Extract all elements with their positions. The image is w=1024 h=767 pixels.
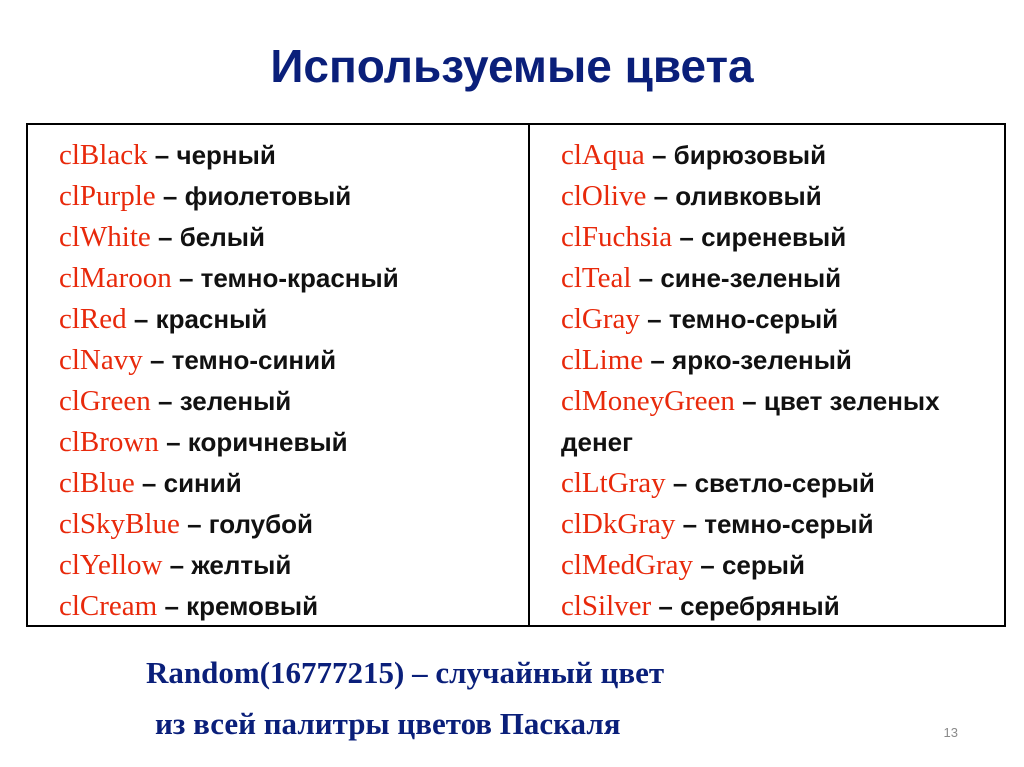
color-entry (561, 463, 1004, 504)
color-name: clWhite (59, 221, 151, 253)
color-description: – ярко-зеленый (643, 345, 852, 375)
color-description: – черный (147, 140, 276, 170)
color-description: – голубой (179, 509, 314, 539)
color-entry (561, 340, 1004, 381)
color-entry (59, 258, 528, 299)
color-entry (59, 422, 528, 463)
color-description: – зеленый (150, 386, 292, 416)
color-name: clRed (59, 303, 127, 335)
color-name: clCream (59, 590, 158, 622)
color-name: clBrown (59, 426, 159, 458)
color-entry (59, 463, 528, 504)
color-name: clGreen (59, 385, 151, 417)
color-description: – темно-серый (675, 509, 874, 539)
color-name: clOlive (561, 180, 647, 212)
color-description: – коричневый (158, 427, 348, 457)
colors-table (26, 123, 1006, 627)
color-entry (561, 381, 941, 463)
color-name: clLtGray (561, 467, 666, 499)
color-name: clSkyBlue (59, 508, 180, 540)
color-entry (59, 504, 528, 545)
color-description: – красный (126, 304, 268, 334)
color-description: – темно-красный (171, 263, 399, 293)
color-entry (561, 504, 1004, 545)
color-name: clSilver (561, 590, 652, 622)
left-column (28, 125, 530, 625)
color-description: – серый (693, 550, 805, 580)
color-description: – оливковый (646, 181, 822, 211)
color-entry (561, 258, 1004, 299)
color-name: clGray (561, 303, 640, 335)
color-name: clBlue (59, 467, 135, 499)
color-description: – темно-серый (639, 304, 839, 334)
color-entry (561, 299, 1004, 340)
color-name: clYellow (59, 549, 163, 581)
color-description: – светло-серый (665, 468, 875, 498)
color-description: – синий (134, 468, 242, 498)
color-name: clTeal (561, 262, 632, 294)
color-name: clDkGray (561, 508, 676, 540)
color-description: – сине-зеленый (631, 263, 842, 293)
color-name: clPurple (59, 180, 156, 212)
color-entry (59, 586, 528, 627)
color-entry (59, 340, 528, 381)
color-description: – серебряный (651, 591, 840, 621)
color-description: – желтый (162, 550, 292, 580)
slide-title: Используемые цвета (270, 40, 754, 92)
color-description: – цвет зеленых денег (561, 386, 940, 457)
color-description: – фиолетовый (155, 181, 352, 211)
color-entry (59, 299, 528, 340)
color-description: – бирюзовый (644, 140, 827, 170)
color-entry (561, 217, 1004, 258)
color-entry (561, 176, 1004, 217)
color-name: clAqua (561, 139, 645, 171)
page-number: 13 (943, 725, 958, 740)
color-entry (561, 135, 1004, 176)
color-entry (59, 176, 528, 217)
color-description: – белый (150, 222, 265, 252)
color-entry (561, 545, 1004, 586)
color-entry (59, 217, 528, 258)
color-entry (59, 545, 528, 586)
color-entry (561, 586, 1004, 627)
color-name: clMedGray (561, 549, 694, 581)
color-name: clMaroon (59, 262, 172, 294)
color-entry (59, 135, 528, 176)
footer-line-1: Random(16777215) – случайный цвет (146, 655, 665, 690)
color-name: clLime (561, 344, 644, 376)
color-description: – сиреневый (672, 222, 847, 252)
color-entry (59, 381, 528, 422)
footer-line-2: из всей палитры цветов Паскаля (155, 706, 621, 741)
color-description: – кремовый (157, 591, 319, 621)
color-name: clMoneyGreen (561, 385, 735, 417)
color-name: clFuchsia (561, 221, 673, 253)
color-name: clBlack (59, 139, 148, 171)
right-column (530, 125, 1004, 625)
color-name: clNavy (59, 344, 143, 376)
color-description: – темно-синий (142, 345, 337, 375)
